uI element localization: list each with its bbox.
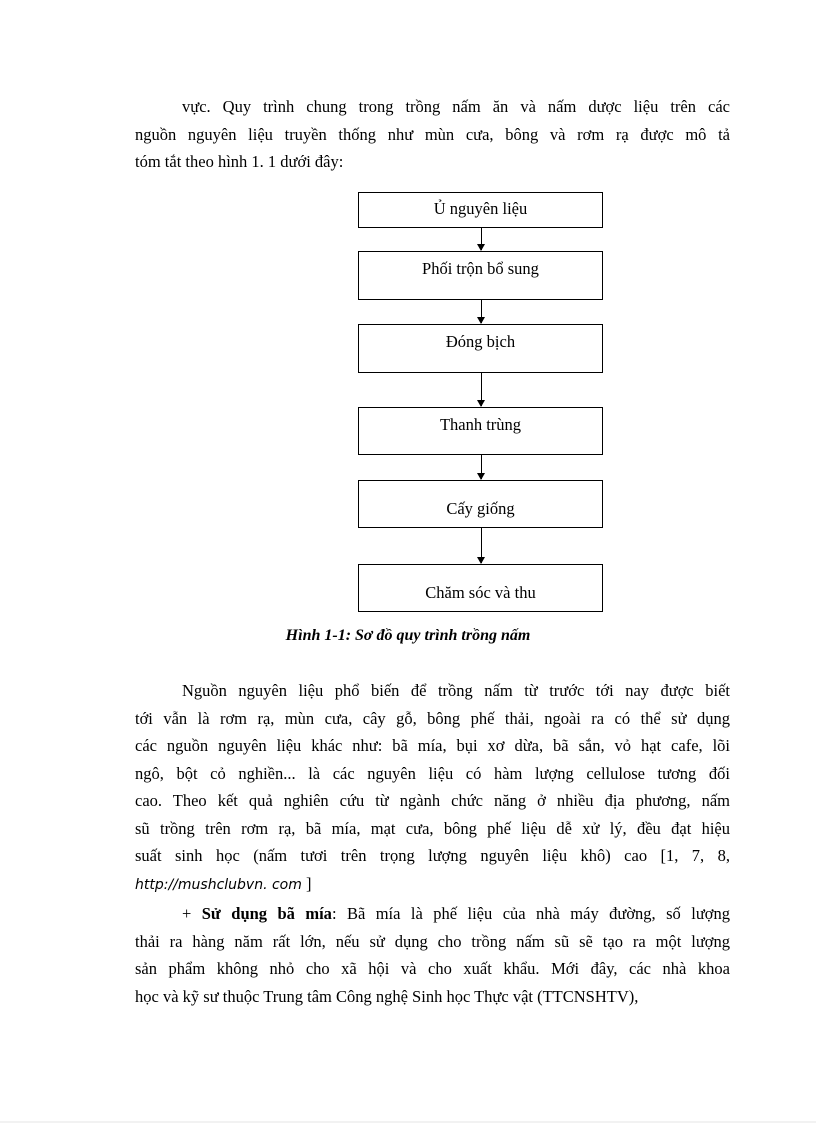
flow-arrow [481, 373, 482, 406]
para-prefix: + [182, 904, 202, 923]
flow-step-inoculation [358, 480, 603, 528]
para-line: học và kỹ sư thuộc Trung tâm Công nghệ Sinh học Thực vật (TTCNSHTV), [135, 986, 639, 1006]
reference-link[interactable]: http://mushclubvn. com [135, 876, 302, 893]
para-line: sản phẩm không nhỏ cho xã hội và cho xuất khẩu. Mới đây, các nhà khoa [135, 959, 730, 978]
body-paragraph-2 [135, 900, 730, 1010]
flow-step-mixing [358, 251, 603, 300]
intro-line: tóm tắt theo hình 1. 1 dưới đây: [135, 152, 344, 171]
flow-step-label: Chăm sóc và thu [425, 583, 536, 602]
body-paragraph-1 [135, 677, 730, 899]
flow-step-label: Ủ nguyên liệu [433, 199, 528, 218]
flow-arrow [481, 528, 482, 563]
reference-end: ] [301, 873, 312, 893]
flow-step-label: Đóng bịch [445, 332, 516, 351]
para-line: sũ trồng trên rơm rạ, bã mía, mạt cưa, bông phế liệu dễ xử lý, đều đạt hiệu [135, 818, 730, 838]
section-heading-bagasse: Sử dụng bã mía [201, 904, 332, 923]
para-line-rest: : Bã mía là phế liệu của nhà máy đường, số lượng [331, 904, 730, 923]
intro-line: vực. Quy trình chung trong trồng nấm ăn và nấm dược liệu trên các [182, 97, 730, 116]
para-line: tới vẫn là rơm rạ, mùn cưa, cây gỗ, bông phế thải, ngoài ra có thể sử dụng [135, 708, 730, 728]
flow-arrow [481, 455, 482, 479]
flow-step-composting [358, 192, 603, 228]
flow-arrow [481, 300, 482, 323]
flow-step-care-harvest [358, 564, 603, 612]
para-line: các nguồn nguyên liệu khác như: bã mía, bụi xơ dừa, bã sắn, vỏ hạt cafe, lõi [135, 736, 730, 755]
para-line: ngô, bột cỏ nghiền... là các nguyên liệu có hàm lượng cellulose tương đối [135, 763, 730, 783]
flow-step-label: Thanh trùng [439, 415, 522, 434]
para-line: suất sinh học (nấm tươi trên trọng lượng nguyên liệu khô) cao [1, 7, 8, [135, 846, 730, 865]
para-line-reference [135, 870, 730, 900]
flow-step-bagging [358, 324, 603, 373]
para-line [135, 900, 730, 928]
para-line: cao. Theo kết quả nghiên cứu từ ngành chức năng ở nhiều địa phương, nấm [135, 791, 730, 810]
flow-arrow [481, 228, 482, 250]
flow-step-label: Phối trộn bổ sung [422, 259, 539, 278]
intro-line: nguồn nguyên liệu truyền thống như mùn cưa, bông và rơm rạ được mô tả [135, 124, 730, 144]
para-line: thải ra hàng năm rất lớn, nếu sử dụng cho trồng nấm sũ sẽ tạo ra một lượng [135, 931, 730, 951]
intro-paragraph [135, 93, 730, 176]
flow-step-sterilization [358, 407, 603, 455]
figure-caption: Hình 1-1: Sơ đồ quy trình trồng nấm [285, 627, 531, 644]
flow-step-label: Cấy giống [446, 499, 515, 518]
para-line: Nguồn nguyên liệu phổ biến để trồng nấm từ trước tới nay được biết [182, 681, 730, 700]
